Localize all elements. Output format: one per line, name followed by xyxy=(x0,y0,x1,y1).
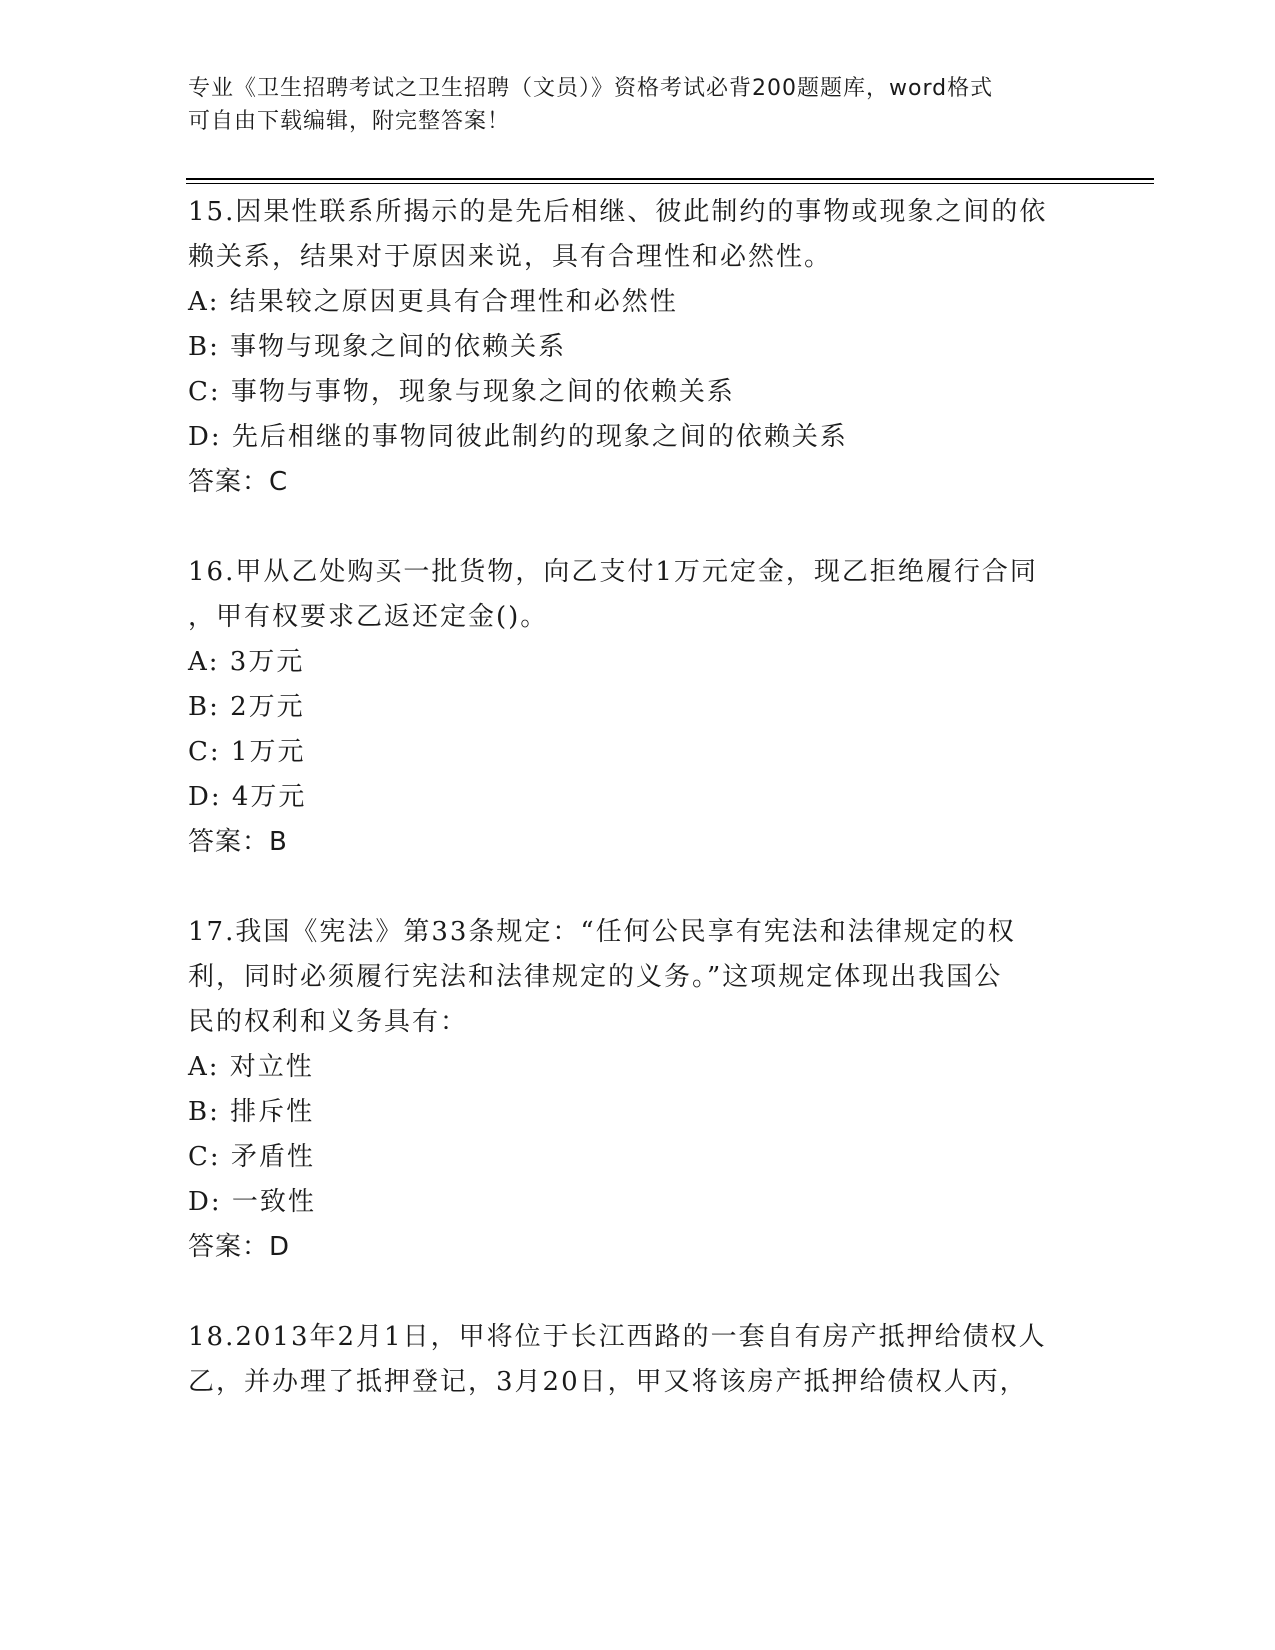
stem-line: 17.我国《宪法》第33条规定：“任何公民享有宪法和法律规定的权 xyxy=(188,917,1016,947)
option-d: D: 先后相继的事物同彼此制约的现象之间的依赖关系 xyxy=(188,422,848,452)
answer: 答案：B xyxy=(188,827,288,857)
option-c: C: 1万元 xyxy=(188,737,306,767)
option-b: B: 排斥性 xyxy=(188,1097,315,1127)
header-divider-thin xyxy=(186,183,1154,184)
stem-line: 18.2013年2月1日，甲将位于长江西路的一套自有房产抵押给债权人 xyxy=(188,1322,1047,1352)
stem-line: 15.因果性联系所揭示的是先后相继、彼此制约的事物或现象之间的依 xyxy=(188,197,1048,227)
document-header xyxy=(188,72,1088,138)
option-d: D: 4万元 xyxy=(188,782,307,812)
option-a: A: 对立性 xyxy=(188,1052,314,1082)
question-spacer xyxy=(188,505,1088,550)
question-stem xyxy=(188,190,1088,280)
option-c: C: 矛盾性 xyxy=(188,1142,315,1172)
option-b: B: 2万元 xyxy=(188,692,305,722)
question-18 xyxy=(188,1315,1088,1405)
question-15 xyxy=(188,190,1088,505)
stem-line: 民的权利和义务具有： xyxy=(188,1007,469,1037)
option-d: D: 一致性 xyxy=(188,1187,316,1217)
stem-line: ，甲有权要求乙返还定金()。 xyxy=(188,602,549,632)
question-stem xyxy=(188,910,1088,1045)
stem-line: 16.甲从乙处购买一批货物，向乙支付1万元定金，现乙拒绝履行合同 xyxy=(188,557,1038,587)
stem-line: 利，同时必须履行宪法和法律规定的义务。”这项规定体现出我国公 xyxy=(188,962,1003,992)
option-a: A: 3万元 xyxy=(188,647,305,677)
question-17 xyxy=(188,910,1088,1270)
stem-line: 乙，并办理了抵押登记，3月20日，甲又将该房产抵押给债权人丙， xyxy=(188,1367,1028,1397)
question-stem xyxy=(188,550,1088,640)
header-divider xyxy=(186,178,1154,180)
option-b: B: 事物与现象之间的依赖关系 xyxy=(188,332,567,362)
option-c: C: 事物与事物，现象与现象之间的依赖关系 xyxy=(188,377,735,407)
question-stem xyxy=(188,1315,1088,1405)
header-line-2: 可自由下载编辑，附完整答案！ xyxy=(188,109,511,134)
answer: 答案：C xyxy=(188,467,289,497)
question-list xyxy=(188,190,1088,1405)
question-spacer xyxy=(188,865,1088,910)
option-a: A: 结果较之原因更具有合理性和必然性 xyxy=(188,287,678,317)
question-16 xyxy=(188,550,1088,865)
header-line-1: 专业《卫生招聘考试之卫生招聘（文员）》资格考试必背200题题库，word格式 xyxy=(188,76,994,101)
stem-line: 赖关系，结果对于原因来说，具有合理性和必然性。 xyxy=(188,242,833,272)
question-spacer xyxy=(188,1270,1088,1315)
answer: 答案：D xyxy=(188,1232,291,1262)
